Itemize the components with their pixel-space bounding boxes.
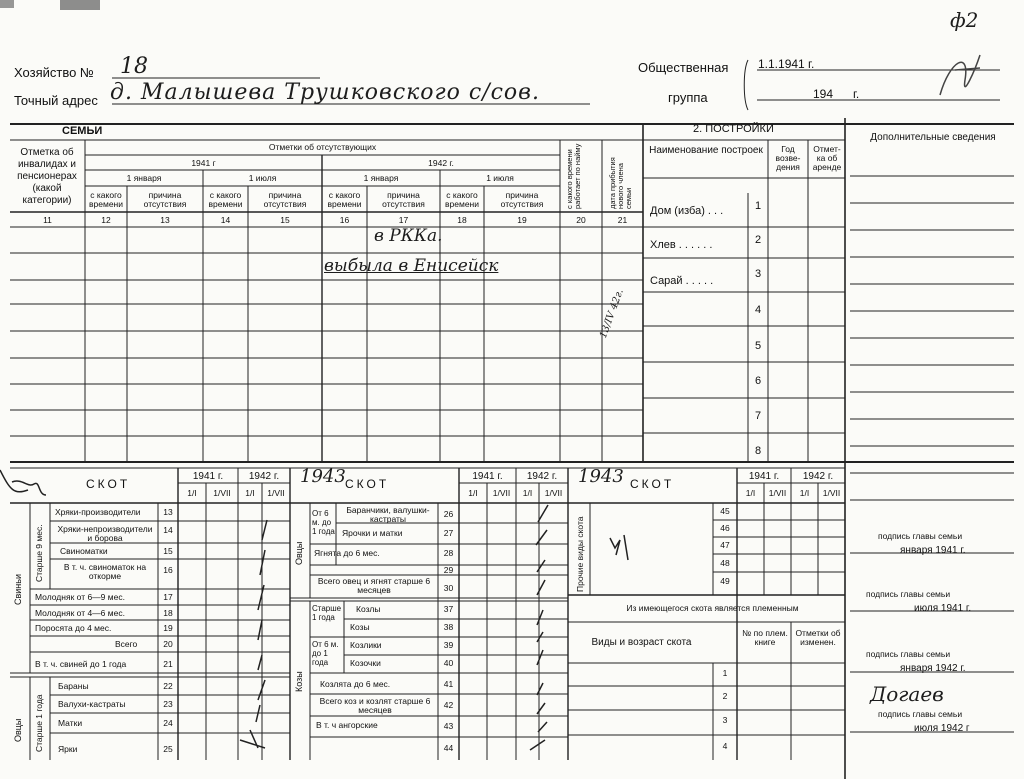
month-header: 1/VII: [267, 488, 285, 498]
row-number: 27: [443, 528, 454, 538]
row-number: 18: [163, 608, 173, 618]
col11-header: Отметка об инвалидах и пенсионерах (какой категории): [17, 147, 77, 206]
group-sheep: Овцы: [13, 718, 23, 742]
reason-header: причина отсутствия: [143, 190, 187, 209]
scan-artifact: [0, 0, 14, 8]
row-label: Всего коз и козлят старше 6 месяцев: [319, 696, 431, 715]
row-label: Козы: [350, 622, 370, 632]
month-header: 1/VII: [822, 488, 841, 498]
book-no-header: № по плем. книге: [742, 628, 788, 647]
sign-label: подпись главы семьи: [878, 709, 963, 719]
building-row-number: 4: [754, 304, 762, 316]
building-shed: Сарай . . . . .: [650, 275, 714, 287]
row-number: 29: [443, 565, 454, 575]
row-label: Ярочки и матки: [342, 528, 403, 538]
sub-older-1y: Старше 1 года: [34, 694, 44, 752]
month-header: 1/I: [745, 488, 756, 498]
col21-header: дата прибытия нового члена семьи: [608, 157, 633, 209]
row-label: Козлы: [356, 604, 381, 614]
row-number: 45: [720, 506, 730, 516]
row-label: Козлики: [350, 640, 382, 650]
livestock-title: СКОТ: [630, 477, 675, 491]
row-number: 15: [163, 546, 173, 556]
buildings-col-name: Наименование построек: [649, 145, 763, 156]
row-number: 40: [443, 658, 454, 668]
row-label: Валухи-кастраты: [58, 699, 126, 709]
hand-mark-year: 1943: [300, 466, 346, 487]
row-label: Хряки-непроизводители и борова: [57, 524, 153, 543]
year-header: 1941 г.: [192, 471, 224, 482]
row-label: Молодняк от 6—9 мес.: [35, 592, 125, 602]
sign-label: подпись главы семьи: [878, 531, 963, 541]
col20-header: с какого времени работает по найму: [565, 143, 582, 209]
building-row-number: 2: [754, 234, 762, 246]
jul-1941: 1 июля: [248, 173, 277, 183]
col-number: 11: [43, 215, 52, 225]
row-number: 48: [720, 558, 730, 568]
month-header: 1/I: [187, 488, 197, 498]
row-label: В т. ч. свиней до 1 года: [35, 659, 127, 669]
row-number: 24: [163, 718, 173, 728]
sub-older-1y: Старше 1 года: [312, 604, 342, 622]
row-label: В т. ч ангорские: [316, 720, 378, 730]
sign-label: подпись главы семьи: [866, 589, 951, 599]
building-row-number: 8: [754, 445, 762, 457]
jul-1942: 1 июля: [486, 173, 514, 183]
entry-left-yeniseysk: выбыла в Енисейск: [324, 256, 499, 276]
year-header: 1941 г.: [748, 471, 780, 482]
building-row-number: 3: [754, 268, 762, 280]
row-number: 17: [163, 592, 173, 602]
row-number: 4: [722, 741, 728, 751]
address-value: д. Малышева Трушковского с/сов.: [110, 80, 540, 105]
since-header: с какого времени: [208, 190, 243, 209]
col-number: 19: [517, 215, 527, 225]
absence-title: Отметки об отсутствующих: [268, 142, 377, 152]
date-194x: 194: [813, 87, 834, 101]
row-number: 13: [163, 507, 173, 517]
month-header: 1/I: [522, 488, 533, 498]
building-barn: Хлев . . . . . .: [650, 239, 713, 251]
row-number: 46: [720, 523, 730, 533]
jan-1941: 1 января: [126, 173, 162, 183]
row-label: Всего: [115, 639, 138, 649]
row-number: 49: [720, 576, 730, 586]
row-label: Молодняк от 4—6 мес.: [35, 608, 125, 618]
row-label: Бараны: [58, 681, 89, 691]
sub-6m-1y: От 6 м. до 1 года: [312, 509, 335, 536]
month-header: 1/I: [799, 488, 810, 498]
row-label: Козочки: [350, 658, 381, 668]
address-label: Точный адрес: [14, 93, 98, 108]
farm-label: Хозяйство №: [14, 65, 94, 80]
sign-date: января 1941 г.: [900, 545, 966, 556]
year-header: 1942 г.: [526, 471, 558, 482]
breeding-title: Из имеющегося скота является племенным: [626, 603, 799, 613]
building-row-number: 1: [754, 200, 762, 212]
year-header: 1942 г.: [802, 471, 834, 482]
row-number: 37: [443, 604, 454, 614]
farm-number: 18: [120, 54, 148, 79]
row-number: 19: [163, 623, 173, 633]
col-number: 20: [576, 215, 586, 225]
col-number: 12: [101, 215, 111, 225]
extra-title: Дополнительные сведения: [870, 132, 996, 143]
since-header: с какого времени: [89, 190, 123, 209]
year-header: 1942 г.: [248, 471, 280, 482]
buildings-title: 2. ПОСТРОЙКИ: [693, 123, 774, 135]
row-label: Ярки: [58, 744, 78, 754]
row-label: Поросята до 4 мес.: [35, 623, 112, 633]
row-label: Матки: [58, 718, 83, 728]
row-number: 16: [163, 565, 173, 575]
livestock-title: СКОТ: [86, 477, 131, 491]
group-other-livestock: Прочие виды скота: [575, 516, 585, 592]
row-number: 43: [443, 721, 454, 731]
row-number: 42: [443, 700, 454, 710]
kind-age-header: Виды и возраст скота: [591, 637, 692, 648]
col-number: 16: [339, 215, 350, 225]
col-number: 21: [617, 215, 628, 225]
livestock-title: СКОТ: [345, 477, 390, 491]
year-1942: 1942 г.: [428, 158, 454, 168]
month-header: 1/I: [245, 488, 255, 498]
row-label: Козлята до 6 мес.: [320, 679, 391, 689]
buildings-col-year: Год возве-дения: [775, 144, 801, 172]
row-number: 41: [443, 679, 454, 689]
building-row-number: 7: [754, 410, 762, 422]
reason-header: причина отсутствия: [382, 190, 425, 209]
row-label: Свиноматки: [60, 546, 108, 556]
date-1941: 1.1.1941 г.: [758, 57, 815, 71]
row-number: 25: [163, 744, 173, 754]
year-header: 1941 г.: [472, 471, 503, 482]
since-header: с какого времени: [327, 190, 362, 209]
row-number: 20: [163, 639, 173, 649]
month-header: 1/VII: [213, 488, 231, 498]
changes-header: Отметки об изменен.: [795, 628, 841, 647]
hand-mark-year: 1943: [578, 466, 624, 487]
row-number: 26: [443, 509, 454, 519]
building-house: Дом (изба) . . .: [650, 205, 724, 217]
building-row-number: 5: [754, 340, 762, 352]
entry-arrival-date: 13/IV 42г.: [598, 287, 626, 340]
col-number: 14: [220, 215, 231, 225]
jan-1942: 1 января: [363, 173, 399, 183]
row-number: 21: [163, 659, 173, 669]
sign-date: января 1942 г.: [900, 663, 966, 674]
row-number: 47: [720, 540, 730, 550]
sign-date: июля 1942 г: [914, 723, 970, 734]
since-header: с какого времени: [445, 190, 479, 209]
row-number: 39: [443, 640, 454, 650]
sub-6m-1y: От 6 м. до 1 года: [312, 640, 339, 667]
row-label: Баранчики, валушки-кастраты: [346, 505, 430, 524]
public-group-label: Общественная: [638, 60, 729, 75]
corner-mark: ф2: [950, 8, 979, 32]
date-194x-suffix: г.: [853, 87, 860, 101]
family-title: СЕМЬИ: [62, 125, 103, 137]
group-sheep: Овцы: [294, 541, 304, 565]
year-1941: 1941 г: [191, 158, 216, 168]
group-pigs: Свиньи: [13, 574, 23, 605]
row-number: 38: [443, 622, 454, 632]
handwritten-scribble: [920, 40, 990, 110]
group-label: группа: [668, 90, 708, 105]
entry-rkka: в РККа.: [374, 226, 443, 246]
month-header: 1/VII: [544, 488, 563, 498]
row-number: 22: [163, 681, 173, 691]
row-number: 14: [163, 525, 173, 535]
sub-older-9m: Старше 9 мес.: [34, 524, 44, 582]
col-number: 13: [160, 215, 170, 225]
group-goats: Козы: [294, 671, 304, 692]
signature: Догаев: [870, 682, 944, 706]
building-row-number: 6: [754, 375, 762, 387]
buildings-col-rent: Отмет-ка об аренде: [812, 144, 842, 172]
row-label: Хряки-производители: [55, 507, 141, 517]
row-number: 30: [443, 583, 454, 593]
row-number: 23: [163, 699, 173, 709]
reason-header: причина отсутствия: [263, 190, 307, 209]
month-header: 1/VII: [768, 488, 787, 498]
sign-date: июля 1941 г.: [914, 603, 972, 614]
sign-label: подпись главы семьи: [866, 649, 951, 659]
row-label: Ягнята до 6 мес.: [314, 548, 380, 558]
row-label: Всего овец и ягнят старше 6 месяцев: [317, 576, 431, 595]
row-number: 3: [722, 715, 728, 725]
row-number: 1: [722, 668, 728, 678]
month-header: 1/VII: [492, 488, 511, 498]
scan-artifact: [60, 0, 100, 10]
col-number: 17: [398, 215, 409, 225]
reason-header: причина отсутствия: [500, 190, 544, 209]
month-header: 1/I: [468, 488, 478, 498]
col-number: 15: [280, 215, 290, 225]
col-number: 18: [457, 215, 467, 225]
row-number: 28: [443, 548, 454, 558]
row-number: 2: [722, 691, 728, 701]
row-label: В т. ч. свиноматок на откорме: [63, 562, 147, 581]
row-number: 44: [443, 743, 454, 753]
